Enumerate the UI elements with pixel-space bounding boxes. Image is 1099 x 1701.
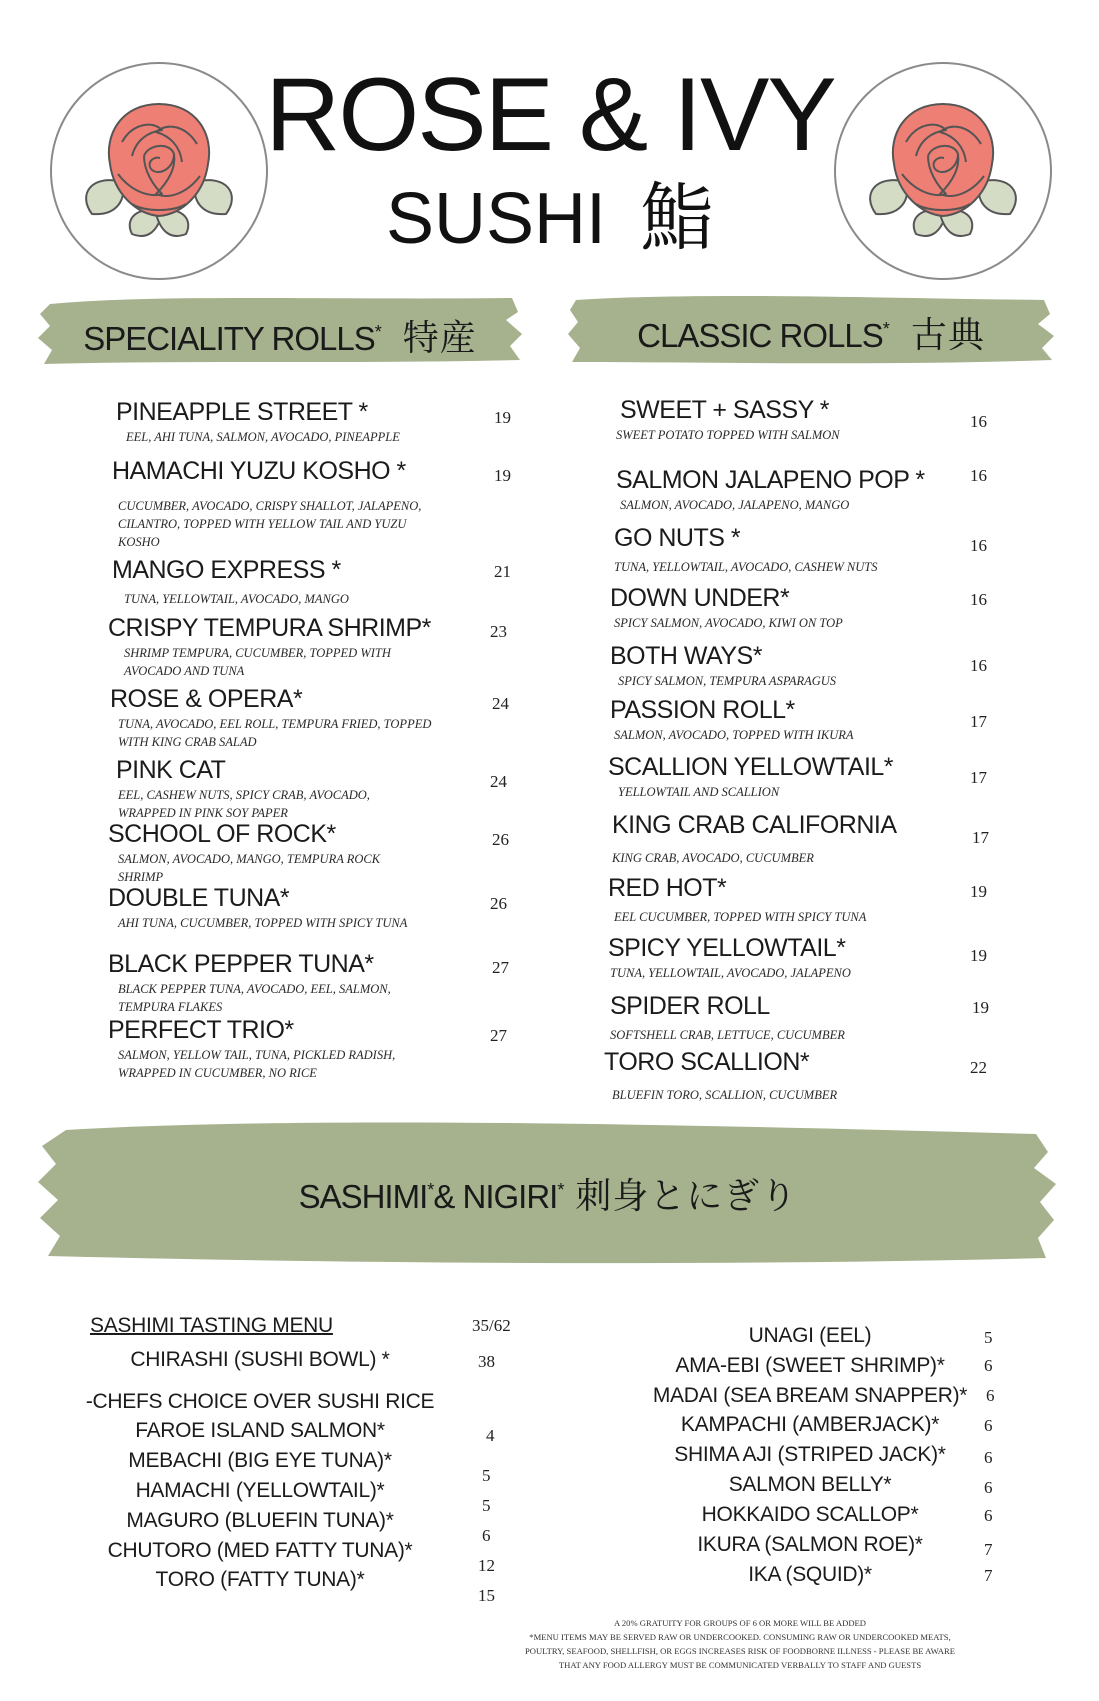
restaurant-subtitle bbox=[330, 178, 770, 259]
item-description: TUNA, YELLOWTAIL, AVOCADO, CASHEW NUTS bbox=[614, 560, 878, 574]
menu-item bbox=[116, 398, 476, 446]
nigiri-item: SHIMA AJI (STRIPED JACK)* bbox=[674, 1443, 946, 1466]
item-price: 16 bbox=[970, 656, 987, 675]
item-price: 19 bbox=[970, 946, 987, 965]
nigiri-item: MADAI (SEA BREAM SNAPPER)* bbox=[652, 1384, 968, 1407]
item-price: 17 bbox=[970, 712, 987, 731]
item-price: 27 bbox=[490, 1026, 507, 1045]
item-price: 19 bbox=[972, 998, 989, 1017]
footnote bbox=[520, 1616, 960, 1672]
sashimi-item: HAMACHI (YELLOWTAIL)* bbox=[135, 1479, 385, 1502]
item-price: 23 bbox=[490, 622, 507, 641]
menu-item bbox=[116, 756, 426, 822]
menu-item bbox=[608, 874, 948, 926]
item-description: TUNA, YELLOWTAIL, AVOCADO, JALAPENO bbox=[610, 966, 851, 980]
item-name: HAMACHI YUZU KOSHO * bbox=[112, 457, 406, 485]
menu-item bbox=[612, 811, 952, 867]
menu-item bbox=[610, 642, 940, 690]
gratuity-note: A 20% GRATUITY FOR GROUPS OF 6 OR MORE WILL BE ADDED bbox=[613, 1618, 867, 1628]
item-price: 17 bbox=[970, 768, 987, 787]
sashimi-item: MAGURO (BLUEFIN TUNA)* bbox=[126, 1509, 394, 1532]
item-price: 16 bbox=[970, 536, 987, 555]
classic-rolls-banner bbox=[566, 290, 1056, 368]
item-name: SALMON JALAPENO POP * bbox=[616, 466, 925, 494]
item-price: 26 bbox=[490, 894, 507, 913]
item-price: 16 bbox=[970, 466, 987, 485]
item-price: 27 bbox=[492, 958, 509, 977]
item-price: 21 bbox=[494, 562, 511, 581]
menu-item bbox=[610, 584, 940, 632]
menu-item bbox=[614, 524, 954, 576]
item-description: EEL, AHI TUNA, SALMON, AVOCADO, PINEAPPLE bbox=[126, 430, 400, 444]
item-description: BLUEFIN TORO, SCALLION, CUCUMBER bbox=[612, 1088, 838, 1102]
item-description: EEL, CASHEW NUTS, SPICY CRAB, AVOCADO, WRAPPED IN PINK SOY PAPER bbox=[118, 788, 370, 820]
nigiri-item: IKA (SQUID)* bbox=[748, 1563, 872, 1586]
item-price: 7 bbox=[984, 1566, 993, 1585]
nigiri-item: AMA-EBI (SWEET SHRIMP)* bbox=[675, 1354, 945, 1377]
item-name: DOWN UNDER* bbox=[610, 584, 790, 612]
item-name: PASSION ROLL* bbox=[610, 696, 795, 724]
item-price: 4 bbox=[486, 1426, 495, 1445]
item-name: PINEAPPLE STREET * bbox=[116, 398, 368, 426]
menu-item bbox=[108, 1016, 428, 1082]
item-price: 5 bbox=[482, 1496, 491, 1515]
item-price: 6 bbox=[984, 1416, 993, 1435]
sashimi-item: CHIRASHI (SUSHI BOWL) * bbox=[130, 1348, 390, 1371]
item-price: 24 bbox=[492, 694, 509, 713]
menu-item bbox=[112, 556, 452, 608]
item-price: 7 bbox=[984, 1540, 993, 1559]
menu-item bbox=[108, 950, 438, 1016]
menu-item bbox=[616, 396, 940, 444]
restaurant-name: ROSE & IVY bbox=[265, 57, 835, 173]
menu-item bbox=[604, 1048, 944, 1104]
item-description: TUNA, YELLOWTAIL, AVOCADO, MANGO bbox=[124, 592, 349, 606]
item-name: KING CRAB CALIFORNIA bbox=[612, 811, 897, 839]
item-description: SALMON, AVOCADO, TOPPED WITH IKURA bbox=[614, 728, 854, 742]
sashimi-item: FAROE ISLAND SALMON* bbox=[135, 1419, 385, 1442]
item-name: RED HOT* bbox=[608, 874, 727, 902]
subtitle-kanji: 鮨 bbox=[640, 176, 715, 259]
classic-rolls-title: CLASSIC ROLLS* 古典 bbox=[637, 314, 985, 355]
item-name: PERFECT TRIO* bbox=[108, 1016, 294, 1044]
speciality-rolls-title: SPECIALITY ROLLS* 特産 bbox=[83, 317, 477, 358]
sashimi-item-note: -CHEFS CHOICE OVER SUSHI RICE bbox=[85, 1390, 435, 1413]
item-description: SALMON, YELLOW TAIL, TUNA, PICKLED RADISH, WRAPPED IN CUCUMBER, NO RICE bbox=[118, 1048, 396, 1080]
menu-item bbox=[610, 992, 950, 1044]
item-description: EEL CUCUMBER, TOPPED WITH SPICY TUNA bbox=[614, 910, 867, 924]
item-price: 19 bbox=[970, 882, 987, 901]
nigiri-item: HOKKAIDO SCALLOP* bbox=[701, 1503, 919, 1526]
item-name: TORO SCALLION* bbox=[604, 1048, 810, 1076]
item-price: 6 bbox=[984, 1478, 993, 1497]
item-price: 24 bbox=[490, 772, 507, 791]
sashimi-tasting-menu: SASHIMI TASTING MENU bbox=[90, 1314, 333, 1337]
item-name: SPIDER ROLL bbox=[610, 992, 770, 1020]
item-price: 6 bbox=[482, 1526, 491, 1545]
item-price: 38 bbox=[478, 1352, 495, 1371]
menu-item bbox=[616, 466, 956, 514]
menu-item bbox=[110, 685, 440, 751]
menu-item bbox=[610, 696, 940, 744]
item-price: 17 bbox=[972, 828, 989, 847]
item-price: 5 bbox=[984, 1328, 993, 1347]
sashimi-nigiri-banner bbox=[36, 1116, 1060, 1268]
item-name: SCALLION YELLOWTAIL* bbox=[608, 753, 894, 781]
item-description: AHI TUNA, CUCUMBER, TOPPED WITH SPICY TUNA bbox=[118, 916, 408, 930]
item-name: BLACK PEPPER TUNA* bbox=[108, 950, 374, 978]
item-description: SHRIMP TEMPURA, CUCUMBER, TOPPED WITH AVOCADO AND TUNA bbox=[124, 646, 391, 678]
nigiri-item: KAMPACHI (AMBERJACK)* bbox=[680, 1413, 940, 1436]
item-price: 6 bbox=[986, 1386, 995, 1405]
item-price: 19 bbox=[494, 408, 511, 427]
item-description: YELLOWTAIL AND SCALLION bbox=[618, 785, 780, 799]
sashimi-nigiri-title: SASHIMI*& NIGIRI* 刺身とにぎり bbox=[298, 1175, 798, 1216]
sashimi-item: CHUTORO (MED FATTY TUNA)* bbox=[107, 1539, 413, 1562]
item-name: SPICY YELLOWTAIL* bbox=[608, 934, 846, 962]
item-description: TUNA, AVOCADO, EEL ROLL, TEMPURA FRIED, TOPPED WITH KING CRAB SALAD bbox=[118, 717, 432, 749]
item-description: BLACK PEPPER TUNA, AVOCADO, EEL, SALMON, TEMPURA FLAKES bbox=[118, 982, 391, 1014]
nigiri-item: SALMON BELLY* bbox=[728, 1473, 892, 1496]
item-description: CUCUMBER, AVOCADO, CRISPY SHALLOT, JALAPENO, CILANTRO, TOPPED WITH YELLOW TAIL AND YUZU KOSHO bbox=[118, 499, 422, 549]
menu-item bbox=[108, 820, 428, 886]
nigiri-item: IKURA (SALMON ROE)* bbox=[697, 1533, 923, 1556]
item-name: SCHOOL OF ROCK* bbox=[108, 820, 336, 848]
item-price: 16 bbox=[970, 590, 987, 609]
item-price: 26 bbox=[492, 830, 509, 849]
item-name: PINK CAT bbox=[116, 756, 226, 784]
item-name: SWEET + SASSY * bbox=[620, 396, 830, 424]
item-price: 22 bbox=[970, 1058, 987, 1077]
item-name: DOUBLE TUNA* bbox=[108, 884, 290, 912]
item-name: BOTH WAYS* bbox=[610, 642, 762, 670]
menu-item bbox=[112, 457, 432, 551]
item-price: 16 bbox=[970, 412, 987, 431]
menu-item bbox=[608, 753, 948, 801]
item-price: 6 bbox=[984, 1506, 993, 1525]
item-price: 5 bbox=[482, 1466, 491, 1485]
item-price: 12 bbox=[478, 1556, 495, 1575]
sashimi-item: TORO (FATTY TUNA)* bbox=[155, 1568, 365, 1591]
item-description: SALMON, AVOCADO, JALAPENO, MANGO bbox=[620, 498, 850, 512]
item-description: SOFTSHELL CRAB, LETTUCE, CUCUMBER bbox=[610, 1028, 845, 1042]
menu-item bbox=[108, 614, 448, 680]
item-description: KING CRAB, AVOCADO, CUCUMBER bbox=[612, 851, 814, 865]
item-description: SPICY SALMON, AVOCADO, KIWI ON TOP bbox=[614, 616, 843, 630]
item-description: SPICY SALMON, TEMPURA ASPARAGUS bbox=[618, 674, 837, 688]
item-name: CRISPY TEMPURA SHRIMP* bbox=[108, 614, 431, 642]
item-price: 19 bbox=[494, 466, 511, 485]
speciality-rolls-banner bbox=[36, 290, 524, 368]
nigiri-item: UNAGI (EEL) bbox=[748, 1324, 872, 1347]
item-price: 6 bbox=[984, 1448, 993, 1467]
sashimi-item: MEBACHI (BIG EYE TUNA)* bbox=[128, 1449, 392, 1472]
item-price: 6 bbox=[984, 1356, 993, 1375]
item-name: MANGO EXPRESS * bbox=[112, 556, 341, 584]
subtitle-text: SUSHI bbox=[385, 179, 607, 259]
item-description: SALMON, AVOCADO, MANGO, TEMPURA ROCK SHRIMP bbox=[118, 852, 381, 884]
item-price: 15 bbox=[478, 1586, 495, 1605]
item-price: 35/62 bbox=[472, 1316, 511, 1335]
item-name: GO NUTS * bbox=[614, 524, 741, 552]
menu-item bbox=[608, 934, 948, 982]
raw-food-disclaimer: *MENU ITEMS MAY BE SERVED RAW OR UNDERCOOKED. CONSUMING RAW OR UNDERCOOKED MEATS, POULTRY, SEAFOOD, SHELLFISH, OR EGGS INCREASES RISK OF FOODBORNE ILLNESS - PLEASE BE AWARE THAT ANY FOOD ALLERGY MUST BE COMMUNICATED VERBALLY TO STAFF AND GUESTS bbox=[524, 1632, 955, 1670]
item-description: SWEET POTATO TOPPED WITH SALMON bbox=[616, 428, 840, 442]
item-name: ROSE & OPERA* bbox=[110, 685, 303, 713]
menu-item bbox=[108, 884, 428, 932]
